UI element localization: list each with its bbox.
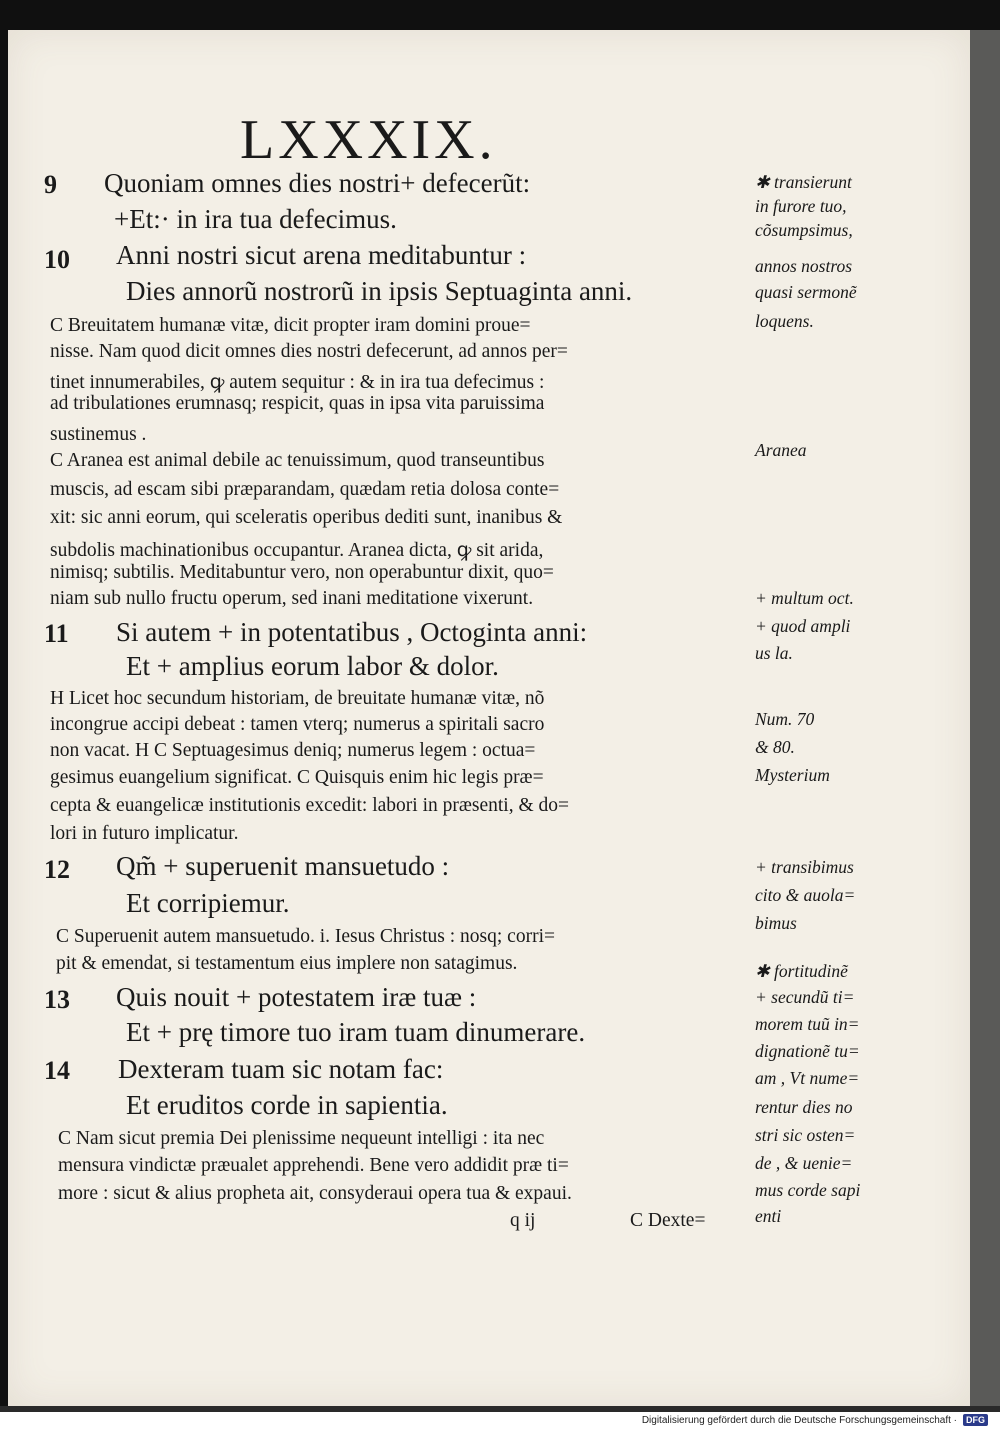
margin-note: quasi sermonẽ — [755, 282, 857, 302]
verse-number: 9 — [44, 170, 57, 199]
margin-note: Num. 70 — [755, 709, 815, 729]
commentary-line: more : sicut & alius propheta ait, consyderaui opera tua & expaui. — [58, 1183, 572, 1204]
verse-line: Quoniam omnes dies nostri+ defecerũt: — [104, 168, 531, 198]
commentary-line: xit: sic anni eorum, qui sceleratis operibus dediti sunt, inanibus & — [50, 507, 563, 528]
digitization-footer — [642, 1414, 988, 1426]
margin-note: cõsumpsimus, — [755, 220, 853, 240]
margin-note: loquens. — [755, 311, 814, 331]
verse-number: 10 — [44, 245, 70, 274]
page-number-heading: LXXXIX. — [240, 109, 497, 171]
margin-note: mus corde sapi — [755, 1180, 861, 1200]
verse-line: Anni nostri sicut arena meditabuntur : — [116, 240, 527, 270]
verse-number: 14 — [44, 1056, 70, 1085]
footer-text: Digitalisierung gefördert durch die Deutsche Forschungsgemeinschaft · — [641, 1414, 957, 1426]
margin-note: am , Vt nume= — [755, 1068, 860, 1088]
verse-number: 13 — [44, 985, 70, 1014]
commentary-line: non vacat. H C Septuagesimus deniq; numerus legem : octua= — [50, 740, 536, 761]
verse-line: Dies annorũ nostrorũ in ipsis Septuaginta anni. — [126, 276, 633, 306]
commentary-line: tinet innumerabiles, ꝙ autem sequitur : & in ira tua defecimus : — [50, 372, 545, 393]
margin-note: annos nostros — [755, 256, 853, 276]
margin-note: ✱ fortitudinẽ — [755, 961, 848, 981]
scan-bottom-edge — [0, 1406, 1000, 1412]
verse-line: Et + prę timore tuo iram tuam dinumerare. — [126, 1017, 586, 1047]
commentary-line: C Nam sicut premia Dei plenissime nequeunt intelligi : ita nec — [58, 1128, 545, 1149]
commentary-line: gesimus euangelium significat. C Quisquis enim hic legis præ= — [50, 767, 544, 788]
commentary-line: C Breuitatem humanæ vitæ, dicit propter iram domini proue= — [50, 315, 531, 336]
commentary-line: cepta & euangelicæ institutionis excedit: labori in præsenti, & do= — [50, 795, 569, 816]
commentary-line: muscis, ad escam sibi præparandam, quædam retia dolosa conte= — [50, 479, 560, 500]
commentary-line: nisse. Nam quod dicit omnes dies nostri defecerunt, ad annos per= — [50, 341, 568, 362]
margin-note: morem tuũ in= — [755, 1014, 860, 1034]
commentary-line: C Superuenit autem mansuetudo. i. Iesus Christus : nosq; corri= — [56, 926, 555, 947]
verse-line: Si autem + in potentatibus , Octoginta anni: — [116, 617, 588, 647]
margin-note: Mysterium — [755, 765, 830, 785]
margin-note: us la. — [755, 643, 793, 663]
margin-note: + secundũ ti= — [755, 987, 855, 1007]
margin-note: cito & auola= — [755, 885, 856, 905]
commentary-line: niam sub nullo fructu operum, sed inani meditatione vixerunt. — [50, 588, 534, 609]
margin-note: ✱ transierunt — [755, 172, 852, 192]
verse-line: Et corripiemur. — [126, 888, 290, 918]
verse-line: +Et:· in ira tua defecimus. — [114, 204, 397, 234]
verse-line: Et eruditos corde in sapientia. — [126, 1090, 448, 1120]
margin-note: in furore tuo, — [755, 196, 847, 216]
commentary-line: mensura vindictæ præualet apprehendi. Bene vero addidit præ ti= — [58, 1155, 569, 1176]
margin-note: stri sic osten= — [755, 1125, 856, 1145]
commentary-line: pit & emendat, si testamentum eius implere non satagimus. — [56, 953, 518, 974]
commentary-line: C Aranea est animal debile ac tenuissimum, quod transeuntibus — [50, 450, 545, 471]
verse-number: 11 — [44, 619, 69, 648]
margin-note: rentur dies no — [755, 1097, 853, 1117]
commentary-line: nimisq; subtilis. Meditabuntur vero, non operabuntur dixit, quo= — [50, 562, 554, 583]
page-edge — [970, 30, 1000, 1406]
verse-number: 12 — [44, 855, 70, 884]
commentary-line: sustinemus . — [50, 424, 147, 445]
margin-note: Aranea — [755, 440, 807, 460]
commentary-line: ad tribulationes erumnasq; respicit, quas in ipsa vita paruissima — [50, 393, 545, 414]
commentary-line: H Licet hoc secundum historiam, de breuitate humanæ vitæ, nõ — [50, 688, 545, 709]
margin-note: dignationẽ tu= — [755, 1041, 860, 1061]
margin-note: + transibimus — [755, 857, 854, 877]
margin-note: + quod ampli — [755, 616, 851, 636]
verse-line: Dexteram tuam sic notam fac: — [118, 1054, 444, 1084]
margin-note: de , & uenie= — [755, 1153, 853, 1173]
catchword: C Dexte= — [630, 1210, 706, 1231]
margin-note: & 80. — [755, 737, 795, 757]
commentary-line: subdolis machinationibus occupantur. Aranea dicta, ꝙ sit arida, — [50, 540, 544, 561]
dfg-logo: DFG — [963, 1414, 988, 1426]
verse-line: Et + amplius eorum labor & dolor. — [126, 651, 499, 681]
signature-mark: q ij — [510, 1210, 536, 1231]
margin-note: + multum oct. — [755, 588, 854, 608]
commentary-line: incongrue accipi debeat : tamen vterq; numerus a spiritali sacro — [50, 714, 545, 735]
verse-line: Qm̃ + superuenit mansuetudo : — [116, 851, 450, 881]
commentary-line: lori in futuro implicatur. — [50, 823, 239, 844]
margin-note: enti — [755, 1206, 782, 1226]
margin-note: bimus — [755, 913, 797, 933]
verse-line: Quis nouit + potestatem iræ tuæ : — [116, 982, 477, 1012]
